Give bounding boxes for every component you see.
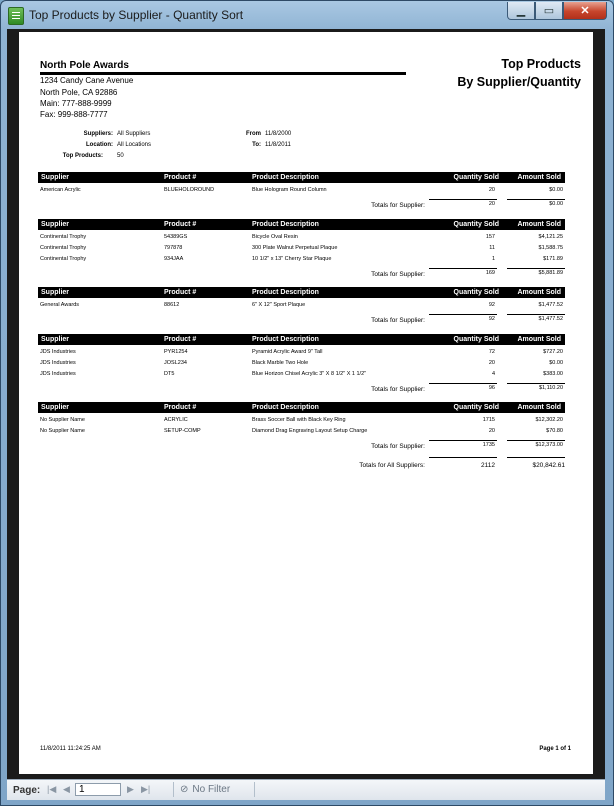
next-page-icon[interactable]: ▶ [127, 784, 134, 794]
footer-page-number: Page 1 of 1 [539, 746, 571, 752]
report-page [19, 32, 593, 774]
suppliers-label: Suppliers: [83, 131, 113, 137]
column-header: Quantity Sold [453, 221, 499, 228]
to-label: To: [252, 142, 261, 148]
subtotal-qty-rule [429, 199, 497, 200]
column-header: Supplier [41, 336, 70, 343]
column-header: Quantity Sold [453, 174, 499, 181]
previous-page-icon[interactable]: ◀ [63, 784, 70, 794]
supplier-total-amount: $0.00 [549, 201, 563, 207]
column-header: Product # [164, 221, 197, 228]
product-description-cell: Blue Hologram Round Column [252, 187, 327, 193]
company-rule [40, 72, 406, 75]
report-view[interactable] [7, 29, 605, 779]
grand-total-amount: $20,842.61 [532, 462, 565, 469]
window-title: Top Products by Supplier - Quantity Sort [29, 8, 244, 22]
supplier-cell: American Acrylic [40, 187, 81, 193]
minimize-icon: ▁ [516, 5, 526, 17]
supplier-totals-label: Totals for Supplier: [371, 317, 425, 324]
close-icon: ✕ [580, 5, 590, 17]
from-value: 11/8/2000 [265, 131, 292, 137]
product-number-cell: ACRYLIC [164, 417, 188, 423]
quantity-cell: 20 [488, 187, 495, 193]
amount-cell: $727.20 [543, 349, 563, 355]
suppliers-value: All Suppliers [117, 131, 151, 137]
report-title-line-1: Top Products [501, 57, 581, 71]
product-description-cell: Black Marble Two Hole [252, 360, 309, 366]
grand-totals-label: Totals for All Suppliers: [359, 462, 425, 469]
column-header: Product # [164, 289, 197, 296]
grand-total-quantity: 2112 [481, 462, 495, 469]
supplier-totals-label: Totals for Supplier: [371, 386, 425, 393]
amount-cell: $171.89 [543, 256, 563, 262]
supplier-cell: General Awards [40, 302, 80, 308]
amount-cell: $1,477.52 [538, 302, 563, 308]
product-description-cell: Bicycle Oval Resin [252, 234, 298, 240]
title-bar[interactable] [1, 1, 613, 29]
supplier-total-quantity: 20 [488, 201, 495, 207]
column-header: Supplier [41, 174, 70, 181]
product-description-cell: Blue Horizon Chisel Acrylic 3" X 8 1/2" X 1 1/2" [252, 371, 367, 377]
filter-label: No Filter [192, 784, 231, 795]
column-header: Amount Sold [517, 221, 561, 228]
product-description-cell: 6" X 12" Sport Plaque [252, 302, 306, 308]
maximize-button[interactable] [535, 2, 563, 20]
product-number-cell: BLUEHOLOROUND [164, 187, 215, 193]
top-products-label: Top Products: [62, 153, 103, 159]
table-header [38, 219, 565, 230]
table-header [38, 334, 565, 345]
column-header: Supplier [41, 404, 70, 411]
location-value: All Locations [117, 142, 152, 148]
close-button[interactable] [563, 2, 607, 20]
quantity-cell: 157 [485, 234, 495, 240]
product-description-cell: Pyramid Acrylic Award 9" Tall [252, 349, 323, 355]
address-line-3: Main: 777-888-9999 [40, 99, 112, 108]
address-line-4: Fax: 999-888-7777 [40, 110, 108, 119]
subtotal-amt-rule [507, 199, 565, 200]
quantity-cell: 11 [489, 245, 495, 251]
column-header: Amount Sold [517, 404, 561, 411]
table-header [38, 287, 565, 298]
product-description-cell: Brass Soccer Ball with Black Key Ring [252, 417, 346, 423]
supplier-cell: Continental Trophy [40, 234, 87, 240]
amount-cell: $0.00 [549, 360, 563, 366]
supplier-totals-label: Totals for Supplier: [371, 443, 425, 450]
address-line-2: North Pole, CA 92886 [40, 88, 118, 97]
supplier-total-amount: $1,477.52 [538, 316, 563, 322]
report-title-line-2: By Supplier/Quantity [457, 75, 581, 89]
supplier-total-amount: $12,373.00 [535, 442, 563, 448]
location-label: Location: [86, 142, 113, 148]
column-header: Product # [164, 404, 197, 411]
subtotal-amt-rule [507, 268, 565, 269]
product-number-cell: 797878 [164, 245, 183, 251]
maximize-icon: ▭ [543, 5, 555, 17]
subtotal-qty-rule [429, 383, 497, 384]
column-header: Product Description [252, 221, 319, 228]
product-number-cell: JOSL234 [164, 360, 187, 366]
supplier-cell: JDS Industries [40, 349, 76, 355]
column-header: Product Description [252, 336, 319, 343]
quantity-cell: 1 [491, 256, 495, 262]
access-report-icon [8, 7, 24, 25]
amount-cell: $70.80 [546, 428, 563, 434]
company-name: North Pole Awards [40, 60, 129, 71]
supplier-total-amount: $5,881.89 [538, 270, 563, 276]
subtotal-amt-rule [507, 383, 565, 384]
supplier-total-quantity: 1735 [482, 442, 495, 448]
subtotal-qty-rule [429, 314, 497, 315]
column-header: Product Description [252, 289, 319, 296]
product-number-cell: 88612 [164, 302, 180, 308]
quantity-cell: 20 [488, 360, 495, 366]
amount-cell: $0.00 [549, 187, 563, 193]
top-products-value: 50 [117, 153, 124, 159]
address-line-1: 1234 Candy Cane Avenue [40, 76, 134, 85]
first-page-icon[interactable]: |◀ [47, 784, 57, 794]
minimize-button[interactable] [507, 2, 535, 20]
filter-icon: ⊘ [180, 784, 189, 795]
to-value: 11/8/2011 [265, 142, 291, 148]
supplier-cell: Continental Trophy [40, 245, 87, 251]
quantity-cell: 72 [488, 349, 495, 355]
column-header: Supplier [41, 289, 70, 296]
table-header [38, 172, 565, 183]
supplier-cell: No Supplier Name [40, 417, 85, 423]
supplier-totals-label: Totals for Supplier: [371, 271, 425, 278]
from-label: From [246, 131, 261, 137]
product-description-cell: 10 1/2" x 13" Cherry Star Plaque [252, 256, 332, 262]
product-number-cell: SETUP-COMP [164, 428, 201, 434]
grand-amt-rule [507, 457, 565, 458]
product-number-cell: PYR1254 [164, 349, 188, 355]
product-number-cell: 54389GS [164, 234, 188, 240]
page-label: Page: [13, 785, 41, 796]
subtotal-amt-rule [507, 314, 565, 315]
supplier-cell: No Supplier Name [40, 428, 85, 434]
column-header: Quantity Sold [453, 336, 499, 343]
subtotal-qty-rule [429, 440, 497, 441]
column-header: Amount Sold [517, 289, 561, 296]
product-description-cell: Diamond Drag Engraving Layout Setup Charge [252, 428, 368, 434]
supplier-total-quantity: 96 [488, 385, 495, 391]
supplier-total-amount: $1,110.20 [538, 385, 563, 391]
filter-toggle[interactable] [173, 782, 255, 797]
supplier-total-quantity: 92 [488, 316, 495, 322]
amount-cell: $4,121.25 [538, 234, 563, 240]
column-header: Amount Sold [517, 174, 561, 181]
navigation-bar [7, 779, 605, 800]
subtotal-amt-rule [507, 440, 565, 441]
footer-timestamp: 11/8/2011 11:24:25 AM [40, 746, 101, 752]
page-number-input[interactable]: 1 [75, 783, 121, 796]
column-header: Quantity Sold [453, 289, 499, 296]
supplier-cell: JDS Industries [40, 371, 76, 377]
product-number-cell: DT5 [164, 371, 175, 377]
supplier-cell: JDS Industries [40, 360, 76, 366]
column-header: Product Description [252, 404, 319, 411]
quantity-cell: 92 [488, 302, 495, 308]
subtotal-qty-rule [429, 268, 497, 269]
grand-qty-rule [429, 457, 497, 458]
amount-cell: $383.00 [543, 371, 563, 377]
product-description-cell: 300 Plate Walnut Perpetual Plaque [252, 245, 338, 251]
column-header: Amount Sold [517, 336, 561, 343]
supplier-cell: Continental Trophy [40, 256, 87, 262]
column-header: Product # [164, 174, 197, 181]
column-header: Supplier [41, 221, 70, 228]
supplier-totals-label: Totals for Supplier: [371, 202, 425, 209]
column-header: Quantity Sold [453, 404, 499, 411]
amount-cell: $12,302.20 [535, 417, 563, 423]
quantity-cell: 4 [491, 371, 495, 377]
amount-cell: $1,588.75 [538, 245, 563, 251]
column-header: Product # [164, 336, 197, 343]
column-header: Product Description [252, 174, 319, 181]
supplier-total-quantity: 169 [485, 270, 495, 276]
last-page-icon[interactable]: ▶| [141, 784, 151, 794]
product-number-cell: 934JAA [164, 256, 184, 262]
table-header [38, 402, 565, 413]
quantity-cell: 20 [488, 428, 495, 434]
quantity-cell: 1715 [482, 417, 495, 423]
